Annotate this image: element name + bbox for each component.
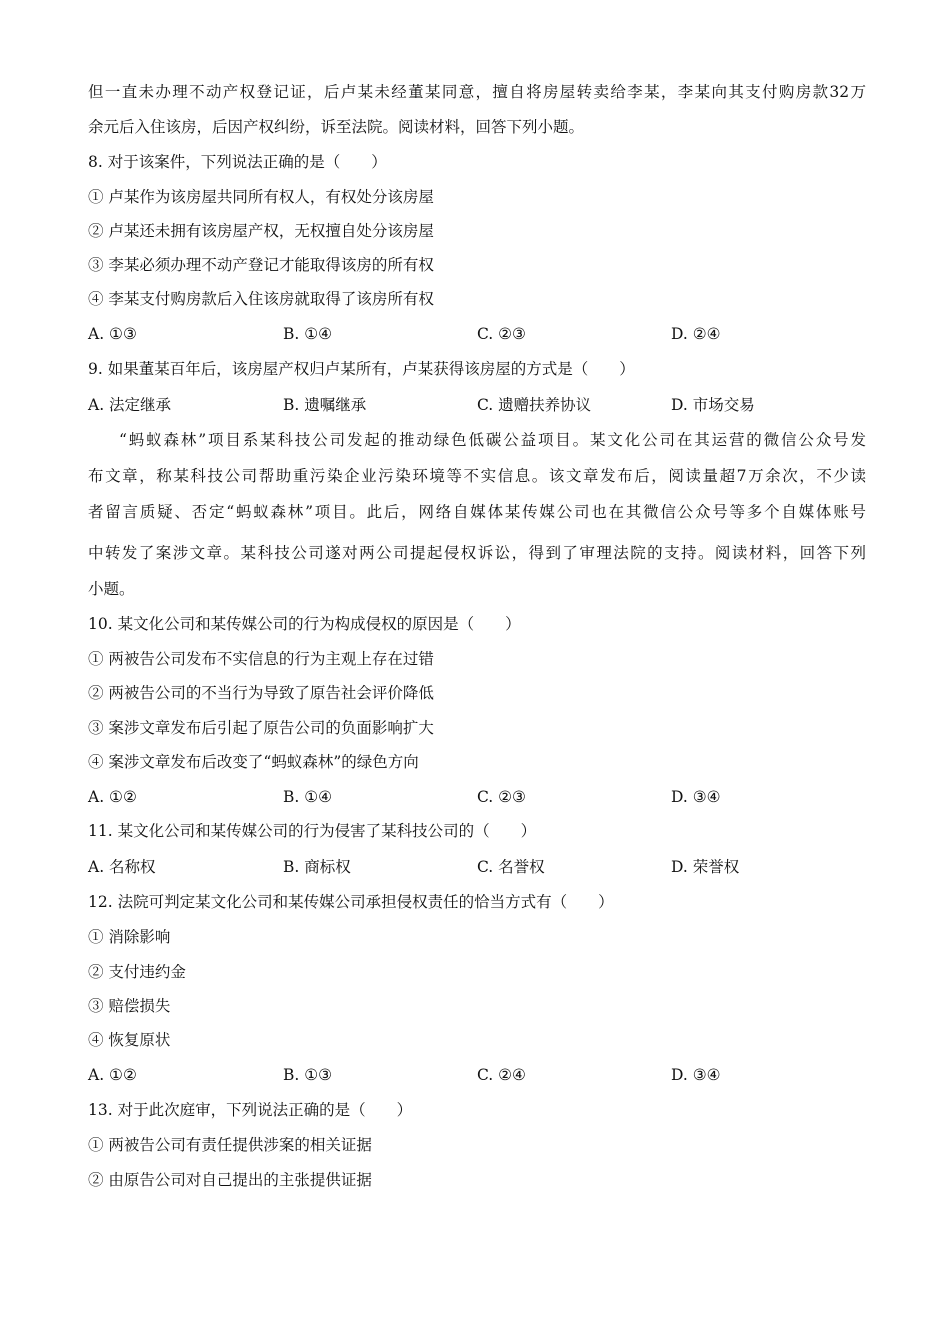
q8-item-2: ② 卢某还未拥有该房屋产权，无权擅自处分该房屋 [88, 222, 434, 240]
q10-stem: 10. 某文化公司和某传媒公司的行为构成侵权的原因是（ ） [88, 615, 521, 633]
q10-option-b: B. ①④ [283, 788, 333, 806]
q8-option-a: A. ①③ [88, 325, 137, 343]
q9-option-c: C. 遗赠扶养协议 [477, 396, 592, 414]
q10-option-a: A. ①② [88, 788, 137, 806]
q11-stem: 11. 某文化公司和某传媒公司的行为侵害了某科技公司的（ ） [88, 822, 537, 840]
material2-line5: 小题。 [88, 580, 135, 598]
q12-item-4: ④ 恢复原状 [88, 1031, 171, 1049]
material2-line4: 中转发了案涉文章。某科技公司遂对两公司提起侵权诉讼，得到了审理法院的支持。阅读材料，回答下列 [88, 544, 866, 562]
q8-item-1: ① 卢某作为该房屋共同所有权人，有权处分该房屋 [88, 188, 434, 206]
q13-item-2: ② 由原告公司对自己提出的主张提供证据 [88, 1171, 372, 1189]
q10-item-4: ④ 案涉文章发布后改变了“蚂蚁森林”的绿色方向 [88, 753, 419, 771]
q12-option-a: A. ①② [88, 1066, 137, 1084]
q11-option-c: C. 名誉权 [477, 858, 545, 876]
q12-item-3: ③ 赔偿损失 [88, 997, 171, 1015]
q10-option-d: D. ③④ [671, 788, 721, 806]
q11-option-d: D. 荣誉权 [671, 858, 740, 876]
q9-option-d: D. 市场交易 [671, 396, 755, 414]
q12-stem: 12. 法院可判定某文化公司和某传媒公司承担侵权责任的恰当方式有（ ） [88, 893, 614, 911]
q12-item-2: ② 支付违约金 [88, 963, 186, 981]
q13-stem: 13. 对于此次庭审，下列说法正确的是（ ） [88, 1101, 413, 1119]
q13-item-1: ① 两被告公司有责任提供涉案的相关证据 [88, 1136, 372, 1154]
q8-item-4: ④ 李某支付购房款后入住该房就取得了该房所有权 [88, 290, 434, 308]
q9-option-a: A. 法定继承 [88, 396, 172, 414]
q12-item-1: ① 消除影响 [88, 928, 171, 946]
q9-option-b: B. 遗嘱继承 [283, 396, 367, 414]
q8-option-d: D. ②④ [671, 325, 721, 343]
material2-line1: “蚂蚁森林”项目系某科技公司发起的推动绿色低碳公益项目。某文化公司在其运营的微信公众号发 [119, 431, 866, 449]
q8-item-3: ③ 李某必须办理不动产登记才能取得该房的所有权 [88, 256, 434, 274]
q9-stem: 9. 如果董某百年后，该房屋产权归卢某所有，卢某获得该房屋的方式是（ ） [88, 360, 635, 378]
q8-stem: 8. 对于该案件，下列说法正确的是（ ） [88, 153, 387, 171]
q12-option-c: C. ②④ [477, 1066, 526, 1084]
q11-option-a: A. 名称权 [88, 858, 156, 876]
q11-option-b: B. 商标权 [283, 858, 351, 876]
q8-option-c: C. ②③ [477, 325, 526, 343]
material1-line2: 余元后入住该房，后因产权纠纷，诉至法院。阅读材料，回答下列小题。 [88, 118, 585, 136]
q10-item-2: ② 两被告公司的不当行为导致了原告社会评价降低 [88, 684, 434, 702]
material1-line1: 但一直未办理不动产权登记证，后卢某未经董某同意，擅自将房屋转卖给李某，李某向其支付购房款32万 [88, 83, 866, 101]
q12-option-b: B. ①③ [283, 1066, 333, 1084]
material2-line3: 者留言质疑、否定“蚂蚁森林”项目。此后，网络自媒体某传媒公司也在其微信公众号等多个自媒体账号 [88, 503, 866, 521]
q8-option-b: B. ①④ [283, 325, 333, 343]
q12-option-d: D. ③④ [671, 1066, 721, 1084]
q10-option-c: C. ②③ [477, 788, 526, 806]
q10-item-1: ① 两被告公司发布不实信息的行为主观上存在过错 [88, 650, 434, 668]
material2-line2: 布文章，称某科技公司帮助重污染企业污染环境等不实信息。该文章发布后，阅读量超7万余次，不少读 [88, 467, 866, 485]
q10-item-3: ③ 案涉文章发布后引起了原告公司的负面影响扩大 [88, 719, 434, 737]
